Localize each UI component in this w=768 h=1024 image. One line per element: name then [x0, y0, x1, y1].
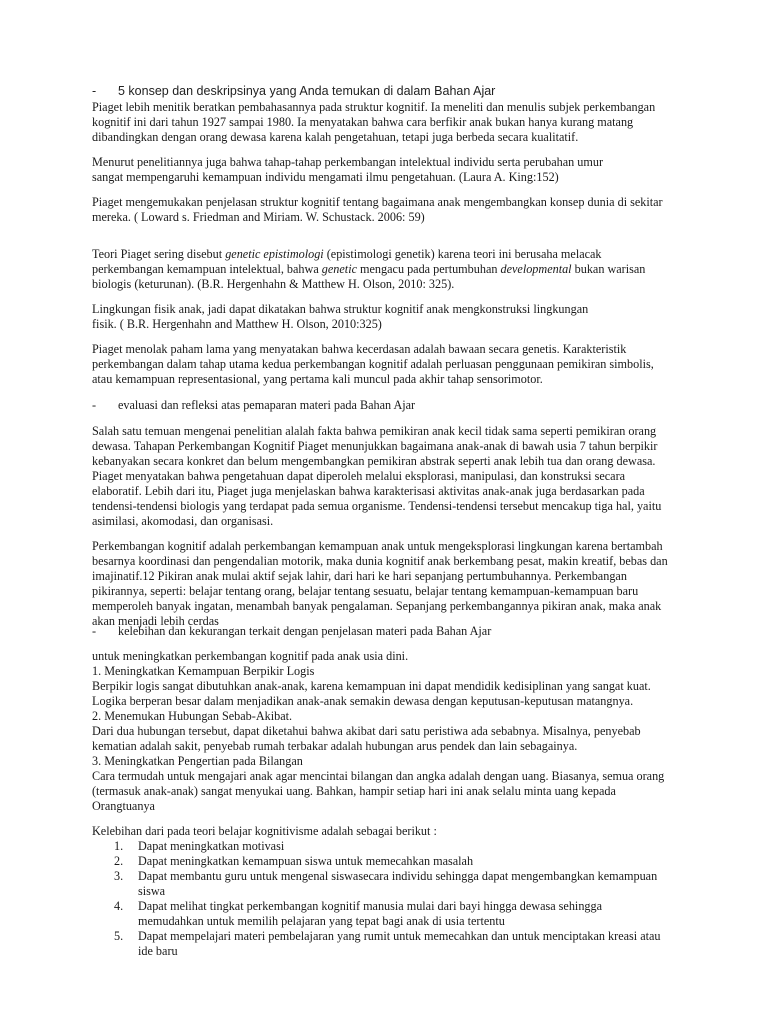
paragraph-7-line-5: elaboratif. Lebih dari itu, Piaget juga menjelaskan bahwa karakterisasi aktivitas anak-anak juga berdasarkan pada	[92, 484, 645, 498]
paragraph-5-line-1: Lingkungan fisik anak, jadi dapat dikatakan bahwa struktur kognitif anak mengkonstruksi lingkungan	[92, 302, 589, 316]
paragraph-3-line-2: mereka. ( Loward s. Friedman and Miriam. W. Schustack. 2006: 59)	[92, 210, 425, 224]
paragraph-5-line-2: fisik. ( B.R. Hergenhahn and Matthew H. Olson, 2010:325)	[92, 317, 382, 331]
paragraph-9-line-9: Cara termudah untuk mengajari anak agar mencintai bilangan dan angka adalah dengan uang. Biasanya, semua orang	[92, 769, 665, 783]
paragraph-6-line-1: Piaget menolak paham lama yang menyatakan bahwa kecerdasan adalah bawaan secara genetis. Karakteristik	[92, 342, 627, 356]
text: Teori Piaget sering disebut	[92, 247, 226, 261]
text: mengacu pada pertumbuhan	[357, 262, 501, 276]
paragraph-9-line-7: kematian adalah sakit, penyebab rumah terbakar adalah hubungan arus pendek dan lain sebagainya.	[92, 739, 578, 753]
paragraph-7-line-2: dewasa. Tahapan Perkembangan Kognitif Piaget menunjukkan bagaimana anak-anak di bawah usia 7 tahun berpikir	[92, 439, 658, 453]
heading-1-dash: -	[92, 84, 97, 98]
paragraph-9-line-1: untuk meningkatkan perkembangan kognitif pada anak usia dini.	[92, 649, 409, 663]
paragraph-4-line-2	[92, 262, 645, 277]
paragraph-8-line-5: memperoleh banyak ingatan, menambah banyak pengalaman. Sepanjang perkembangannya pikiran anak, maka anak	[92, 599, 662, 613]
subheading-2: 2. Menemukan Hubungan Sebab-Akibat.	[92, 709, 293, 723]
paragraph-4-line-3: biologis (keturunan). (B.R. Hergenhahn & Matthew H. Olson, 2010: 325).	[92, 277, 455, 291]
list-item-1: Dapat meningkatkan motivasi	[138, 839, 285, 853]
text: perkembangan kemampuan intelektual, bahwa	[92, 262, 322, 276]
paragraph-7-line-4: Piaget menyatakan bahwa pengetahuan dapat diperoleh melalui eksplorasi, manipulasi, dan konstruksi secara	[92, 469, 626, 483]
paragraph-7-line-3: kebanyakan secara konkret dan belum mengembangkan pemikiran abstrak seperti anak lebih tua dan orang dewasa.	[92, 454, 656, 468]
list-item-5-line-1: Dapat mempelajari materi pembelajaran yang rumit untuk memecahkan dan untuk menciptakan kreasi atau	[138, 929, 661, 943]
heading-3: kelebihan dan kekurangan terkait dengan penjelasan materi pada Bahan Ajar	[118, 624, 492, 638]
paragraph-8-line-6: akan menjadi lebih cerdas	[92, 614, 219, 628]
list-item-3-line-1: Dapat membantu guru untuk mengenal siswasecara individu sehingga dapat mengembangkan kemampuan	[138, 869, 658, 883]
paragraph-1-line-1: Piaget lebih menitik beratkan pembahasannya pada struktur kognitif. Ia meneliti dan menulis subjek perkembangan	[92, 100, 656, 114]
subheading-3: 3. Meningkatkan Pengertian pada Bilangan	[92, 754, 303, 768]
list-item-3-line-2: siswa	[138, 884, 166, 898]
paragraph-7-line-1: Salah satu temuan mengenai penelitian alalah fakta bahwa pemikiran anak kecil tidak sama seperti pemikiran orang	[92, 424, 657, 438]
list-number: 3.	[114, 869, 124, 883]
heading-3-dash: -	[92, 624, 97, 638]
paragraph-3-line-1: Piaget mengemukakan penjelasan struktur kognitif tentang bagaimana anak mengembangkan konsep dunia di sekitar	[92, 195, 663, 209]
paragraph-9-line-11: Orangtuanya	[92, 799, 155, 813]
paragraph-8-line-4: pikirannya, seperti: belajar tentang orang, belajar tentang sesuatu, belajar tentang kemampuan-kemampuan baru	[92, 584, 639, 598]
list-item-4-line-2: memudahkan untuk memilih pelajaran yang tepat bagi anak di usia tertentu	[138, 914, 505, 928]
list-number: 4.	[114, 899, 124, 913]
paragraph-7-line-7: asimilasi, akomodasi, dan organisasi.	[92, 514, 274, 528]
italic-term: genetic	[321, 262, 357, 276]
paragraph-8-line-1: Perkembangan kognitif adalah perkembangan kemampuan anak untuk mengeksplorasi lingkungan karena bertambah	[92, 539, 663, 553]
paragraph-9-line-10: (termasuk anak-anak) sangat menyukai uang. Bahkan, hampir setiap hari ini anak selalu minta uang kepada	[92, 784, 616, 798]
heading-2: evaluasi dan refleksi atas pemaparan materi pada Bahan Ajar	[118, 398, 416, 412]
paragraph-9-line-4: Logika berperan besar dalam menjadikan anak-anak semakin dewasa dengan keputusan-keputusan matangnya.	[92, 694, 634, 708]
heading-1: 5 konsep dan deskripsinya yang Anda temukan di dalam Bahan Ajar	[118, 84, 496, 98]
heading-2-dash: -	[92, 398, 97, 412]
paragraph-1-line-2: kognitif ini dari tahun 1927 sampai 1980. Ia menyatakan bahwa cara berfikir anak bukan hanya kurang matang	[92, 115, 634, 129]
subheading-1: 1. Meningkatkan Kemampuan Berpikir Logis	[92, 664, 315, 678]
paragraph-4-line-1	[92, 247, 602, 262]
paragraph-9-line-6: Dari dua hubungan tersebut, dapat diketahui bahwa akibat dari satu peristiwa ada sebabnya. Misalnya, penyebab	[92, 724, 641, 738]
list-item-4-line-1: Dapat melihat tingkat perkembangan kognitif manusia mulai dari bayi hingga dewasa sehingga	[138, 899, 603, 913]
italic-term: developmental	[500, 262, 572, 276]
paragraph-1-line-3: dibandingkan dengan orang dewasa karena kalah pengetahuan, tetapi juga berbeda secara kualitatif.	[92, 130, 579, 144]
text: (epistimologi genetik) karena teori ini berusaha melacak	[323, 247, 602, 261]
italic-term: genetic epistimologi	[225, 247, 324, 261]
paragraph-8-line-2: besarnya koordinasi dan pengendalian motorik, maka dunia kognitif anak berkembang pesat, makin kreatif, bebas dan	[92, 554, 668, 568]
paragraph-7-line-6: tendensi-tendensi biologis yang terdapat pada semua organisme. Tendensi-tendensi tersebut mencakup tiga hal, yaitu	[92, 499, 662, 513]
list-number: 1.	[114, 839, 124, 853]
list-number: 2.	[114, 854, 124, 868]
paragraph-9-line-3: Berpikir logis sangat dibutuhkan anak-anak, karena kemampuan ini dapat mendidik kedisiplinan yang sangat kuat.	[92, 679, 651, 693]
list-item-5-line-2: ide baru	[138, 944, 178, 958]
text: bukan warisan	[571, 262, 646, 276]
paragraph-6-line-2: perkembangan dalam tahap utama kedua perkembangan kognitif adalah perluasan penggunaan pemikiran simbolis,	[92, 357, 654, 371]
paragraph-2-line-2: sangat mempengaruhi kemampuan individu mengamati ilmu pengetahuan. (Laura A. King:152)	[92, 170, 559, 184]
paragraph-8-line-3: imajinatif.12 Pikiran anak mulai aktif sejak lahir, dari hari ke hari sepanjang pertumbuhannya. Perkembangan	[92, 569, 627, 583]
list-intro: Kelebihan dari pada teori belajar kognitivisme adalah sebagai berikut :	[92, 824, 437, 838]
list-number: 5.	[114, 929, 124, 943]
paragraph-2-line-1: Menurut penelitiannya juga bahwa tahap-tahap perkembangan intelektual individu serta perubahan umur	[92, 155, 604, 169]
paragraph-6-line-3: atau kemampuan representasional, yang pertama kali muncul pada akhir tahap sensorimotor.	[92, 372, 543, 386]
list-item-2: Dapat meningkatkan kemampuan siswa untuk memecahkan masalah	[138, 854, 474, 868]
